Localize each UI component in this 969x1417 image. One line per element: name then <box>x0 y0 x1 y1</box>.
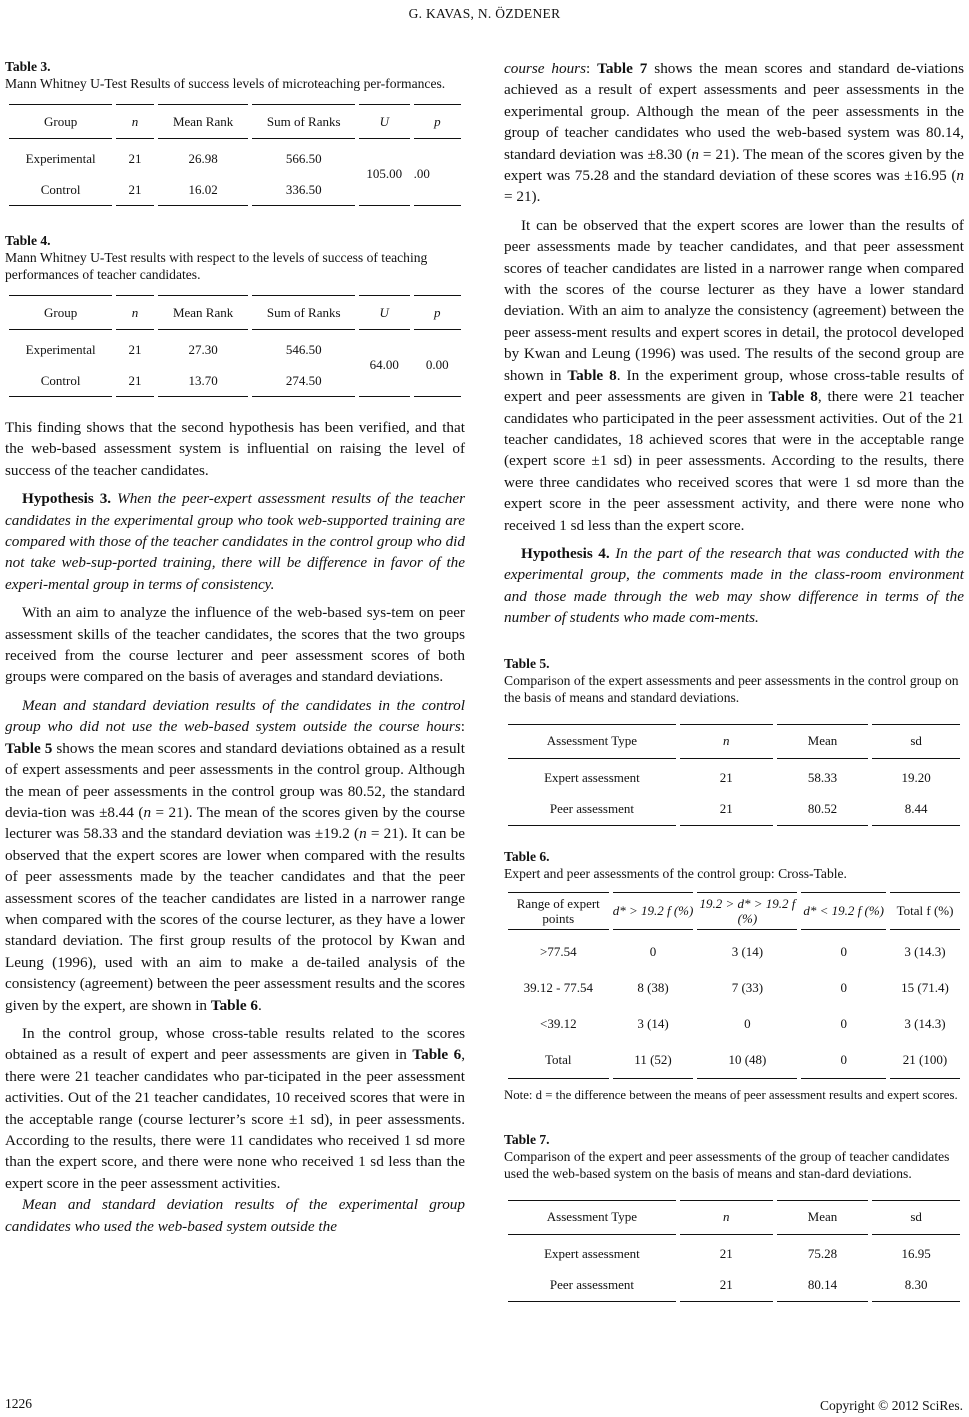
t3-h-meanrank: Mean Rank <box>158 104 249 139</box>
table7-label: Table 7. <box>504 1131 550 1147</box>
italic-run: n <box>956 167 964 185</box>
t4-h-p: p <box>414 295 462 330</box>
table-cell: 21 <box>719 770 733 786</box>
table-row <box>508 1235 960 1270</box>
table7-caption <box>504 1131 964 1182</box>
t5-h-type: Assessment Type <box>508 724 676 759</box>
table3 <box>5 104 465 206</box>
t7-h-n: n <box>680 1200 773 1235</box>
table-cell: 21 <box>680 794 773 826</box>
table3-label: Table 3. <box>5 59 51 74</box>
table-cell: 10 (48) <box>697 1042 797 1079</box>
paragraph: This finding shows that the second hypothesis has been verified, and that the web-based assessment system is influential on raising the level of success of the teacher candidates. <box>5 419 465 479</box>
t4-h-sumranks: Sum of Ranks <box>252 295 355 330</box>
table-cell: 0 <box>840 1015 847 1031</box>
t7-h-mean: Mean <box>777 1200 869 1235</box>
t3-h-n: n <box>116 104 153 139</box>
table4-caption <box>5 232 465 283</box>
table-cell: 39.12 - 77.54 <box>523 979 593 995</box>
t7-h-type: Assessment Type <box>508 1200 676 1235</box>
italic-run: Mean and standard deviation results of the experimental group candidates who used the web-based system outside the <box>5 1196 465 1235</box>
t6-h-under: d* < 19.2 f (%) <box>801 892 886 930</box>
table-cell: 7 (33) <box>731 979 764 995</box>
table-cell: 3 (14.3) <box>904 943 946 959</box>
table-cell: Control <box>9 174 112 206</box>
running-header: G. KAVAS, N. ÖZDENER <box>408 6 561 21</box>
table6 <box>504 892 964 1079</box>
table-cell: 80.52 <box>777 794 869 826</box>
t3-p-value: .00 <box>414 139 461 206</box>
t3-h-u: U <box>359 104 410 139</box>
table-cell: 3 (14.3) <box>904 1015 946 1031</box>
table-cell: 3 (14) <box>637 1015 669 1031</box>
italic-run: Mean and standard deviation results of the candidates in the control group who did not use the web-based system outside the course hours <box>5 696 465 736</box>
table-cell: Peer assessment <box>508 794 676 826</box>
paragraph <box>504 215 964 536</box>
table7-caption-text: Comparison of the expert and peer assessments of the group of teacher candidates used the web-based system on the basis of means and stan-dard deviations. <box>504 1148 950 1181</box>
table-cell: 21 (100) <box>890 1042 960 1079</box>
paragraph: With an aim to analyze the influence of the web-based sys-tem on peer assessment skills of the teacher candidates, the scores that the two groups received from the course lecturer and peer assessment scores of both groups were compared on the basis of averages and standard deviations. <box>5 604 465 686</box>
table-cell: 0 <box>649 943 657 959</box>
table-cell: Expert assessment <box>544 1246 640 1262</box>
text-run: , there were 21 teacher candidates who participated in the peer assessment activities. Out of the 21 teacher candidates, 18 achieved scores that were in the acceptable range (expert score ±1 sd) in peer assessments. According to the results, there were three candidates who received scores that were 1 sd more than the expert score in the peer assessment activity, and there were none who received 1 sd less than the expert score. <box>504 388 964 534</box>
table-cell: 274.50 <box>252 365 355 397</box>
table-cell: 21 <box>116 365 153 397</box>
table-cell: Total <box>508 1042 609 1079</box>
paragraph <box>504 58 964 208</box>
t4-h-n: n <box>116 295 153 330</box>
table-cell: Expert assessment <box>544 770 640 786</box>
text-run: It can be observed that the expert scores are lower than the results of peer assessments made by teacher candidates, and that peer assessment scores of teacher candidates are listed in a narrower range when compared with the scores of the course lecturer as they have a lower standard deviation. With an aim to analyze the consistency (agreement) between the peer assess-ment results and expert scores in detail, the protocol developed by Kwan and Leung (1996) was used. The results of the second group are shown in <box>504 216 964 384</box>
table-cell: 21 <box>116 174 153 206</box>
table-cell: 336.50 <box>252 174 355 206</box>
table-cell: 0 <box>801 1042 886 1079</box>
table7 <box>504 1200 964 1302</box>
table6-label: Table 6. <box>504 848 550 864</box>
text-run: = 21). <box>504 188 541 206</box>
t3-h-sumranks: Sum of Ranks <box>252 104 355 139</box>
table-cell: 3 (14) <box>731 943 764 959</box>
table-cell: Experimental <box>25 341 96 357</box>
table-cell: <39.12 <box>539 1015 577 1031</box>
table-cell: 21 <box>680 1270 773 1302</box>
italic-run: n <box>143 803 152 821</box>
table-cell: 13.70 <box>158 365 249 397</box>
table-row <box>508 970 960 1006</box>
page-number: 1226 <box>5 1396 32 1411</box>
table-cell: 75.28 <box>807 1246 838 1262</box>
t6-h-within: 19.2 > d* > 19.2 f (%) <box>697 892 797 930</box>
table-cell: 21 <box>719 1246 733 1262</box>
table-row <box>508 794 960 826</box>
table-cell: 15 (71.4) <box>901 979 949 995</box>
table5-caption-text: Comparison of the expert assessments and peer assessments in the control group on the basis of means and standard deviations. <box>504 672 959 705</box>
paragraph <box>5 695 465 1016</box>
table6-caption-text: Expert and peer assessments of the control group: Cross-Table. <box>504 865 847 881</box>
text-run: : <box>460 718 465 736</box>
text-run: shows the mean scores and standard de-viations achieved as a result of expert assessments and peer assessments in the experimental group. Although the mean of the peer assessments in the group of teacher candidates who used the web-based system was 80.14, standard deviation was ±8.30 ( <box>504 60 964 163</box>
table-cell: Peer assessment <box>508 1270 676 1302</box>
table-cell: 546.50 <box>285 341 322 357</box>
hypothesis-3 <box>5 488 465 595</box>
table-cell: >77.54 <box>539 943 577 959</box>
table4-caption-text: Mann Whitney U-Test results with respect to the levels of success of teaching performances of teacher candidates. <box>5 250 428 282</box>
table-cell: 0 <box>744 1015 751 1031</box>
hypothesis-3-text: When the peer-expert assessment results of the teacher candidates in the experimental group who took web-supported training are compared with those of the teacher candidates in the control group who did not take web-sup-ported training, there will be difference in favor of the experi-mental group in terms of consistency. <box>5 490 465 593</box>
text-run: = 21). It can be observed that the expert scores are lower when compared with the results of peer assessments made by the teacher candidates and that the peer assessment scores of the teacher candidates are listed in a narrower range when compared with the scores of the course lecturer, as they have a lower standard deviation. The first group results of the protocol by Kwan and Leung (1996), used with an aim to make a de-tailed analysis of the consistency (agreement) between the peer assessment results and the scores given by the expert, are shown in <box>5 825 466 1014</box>
t4-u-value: 64.00 <box>359 330 410 397</box>
table-row <box>508 759 960 794</box>
table-cell: 8.30 <box>872 1270 960 1302</box>
hypothesis-3-label: Hypothesis 3. <box>22 490 112 508</box>
table-cell: 19.20 <box>901 770 931 786</box>
table-cell: 21 <box>128 150 142 166</box>
t3-h-p: p <box>414 104 461 139</box>
table4 <box>5 295 465 397</box>
table-cell: 8.44 <box>872 794 960 826</box>
hypothesis-4 <box>504 543 964 629</box>
table3-caption-text: Mann Whitney U-Test Results of success levels of microteaching per-formances. <box>5 76 446 91</box>
hypothesis-4-text: In the part of the research that was conducted with the experimental group, the comments made in the class-room environment and those made through the web may show difference in terms of the number of students who made com-ments. <box>504 544 965 627</box>
table-row <box>9 139 461 174</box>
table-row <box>508 1270 960 1302</box>
table-cell: 0 <box>840 979 847 995</box>
t5-h-n: n <box>680 724 773 759</box>
text-run: shows the mean scores and standard deviations obtained as a result of expert assessments and peer assessments in the control group. Although the mean of peer assessments in the control group was 80.52, the standard devia-tion was ±8.44 ( <box>5 739 465 821</box>
table-ref: Table 5 <box>5 739 53 757</box>
table-cell: 58.33 <box>807 770 838 786</box>
table-cell: 0 <box>840 943 847 959</box>
table-cell: 26.98 <box>188 150 218 166</box>
table-cell: 27.30 <box>188 341 218 357</box>
table3-caption <box>5 58 465 92</box>
t4-h-u: U <box>359 295 410 330</box>
t6-h-total: Total f (%) <box>890 892 960 930</box>
text-run: : <box>586 60 598 77</box>
table-cell: 8 (38) <box>637 979 669 995</box>
left-column <box>5 58 465 1237</box>
t3-h-group: Group <box>9 104 112 139</box>
table-cell: 21 <box>128 341 142 357</box>
table-cell: 16.95 <box>901 1246 931 1262</box>
table4-label: Table 4. <box>5 233 51 248</box>
table-ref: Table 8 <box>768 388 818 406</box>
t4-h-group: Group <box>9 295 112 330</box>
t7-h-sd: sd <box>872 1200 960 1235</box>
text-run: In the control group, whose cross-table results related to the scores obtained as a result of expert and peer assessments are given in <box>5 1024 465 1064</box>
table6-note: Note: d = the difference between the means of peer assessment results and expert scores. <box>504 1087 958 1102</box>
text-run: . <box>257 996 262 1014</box>
text-run: , there were 21 teacher candidates who par-ticipated in the peer assessment activities. Out of the 21 teacher candidates, 10 received scores that were in the acceptable range (course lecturer’s score ±1 sd), in peer assessments. According to the results, there were 11 candidates who received 1 sd more than the expert score, and there were none who received 1 sd less than the expert score in the peer assessment activities. <box>5 1046 465 1192</box>
paragraph <box>5 1194 465 1237</box>
table-row <box>508 1042 960 1079</box>
italic-run: n <box>691 145 699 163</box>
table5-label: Table 5. <box>504 655 550 671</box>
text-run: = 21). The mean of the scores given by the course lecturer was 58.33 and the standard deviation was ±19.2 ( <box>5 803 465 843</box>
t6-h-range: Range of expert points <box>508 892 609 930</box>
t5-h-mean: Mean <box>777 724 869 759</box>
copyright: Copyright © 2012 SciRes. <box>819 1398 963 1413</box>
table6-caption <box>504 848 964 882</box>
table-cell: 11 (52) <box>613 1042 694 1079</box>
t5-h-sd: sd <box>872 724 960 759</box>
t6-h-over: d* > 19.2 f (%) <box>613 892 694 930</box>
table-ref: Table 6 <box>210 996 258 1014</box>
table-ref: Table 6 <box>412 1046 462 1064</box>
text-run: . In the experiment group, whose cross-table results of expert and peer assessments are given in <box>504 366 964 406</box>
right-column <box>504 58 964 1302</box>
table-row <box>9 330 461 365</box>
table-cell: 566.50 <box>285 150 322 166</box>
table-cell: Control <box>9 365 112 397</box>
table5 <box>504 724 964 826</box>
table-cell: Experimental <box>25 150 96 166</box>
table-ref: Table 7 <box>597 60 648 77</box>
italic-run: course hours <box>504 60 586 77</box>
table-row <box>508 1006 960 1042</box>
table-cell: 16.02 <box>158 174 249 206</box>
table-ref: Table 8 <box>567 366 617 384</box>
hypothesis-4-label: Hypothesis 4. <box>521 544 610 562</box>
t3-u-value: 105.00 <box>359 139 410 206</box>
table5-caption <box>504 655 964 706</box>
table-row <box>508 930 960 970</box>
paragraph <box>5 1023 465 1194</box>
t4-h-meanrank: Mean Rank <box>158 295 249 330</box>
text-run: = 21). The mean of the scores given by the expert was 75.28 and the standard deviation of these scores was ±16.95 ( <box>504 145 964 185</box>
t4-p-value: 0.00 <box>414 330 462 397</box>
table-cell: 80.14 <box>777 1270 869 1302</box>
italic-run: n <box>359 825 367 843</box>
